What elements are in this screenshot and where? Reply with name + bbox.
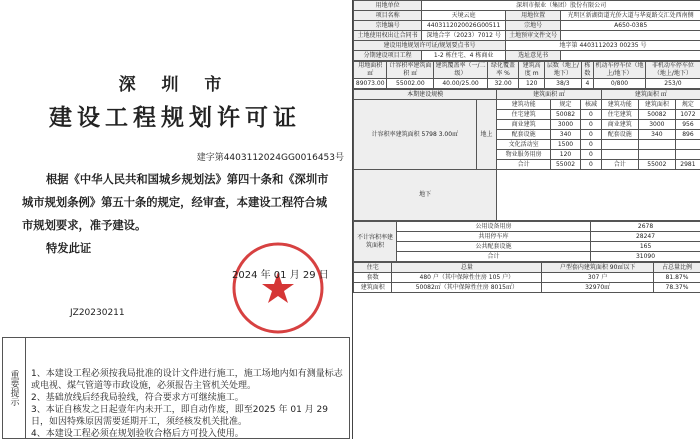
cell-label: 选址意见书 bbox=[506, 51, 561, 61]
table-cell bbox=[638, 150, 675, 160]
table-cell bbox=[675, 140, 700, 150]
cell-value: 1-2 栋住宅、4 栋商业 bbox=[422, 51, 506, 61]
table-cell: 1072 bbox=[675, 110, 700, 120]
cell-value: 光明区新湖街道光侨大道与华夏路交汇处西南侧 bbox=[561, 11, 700, 21]
metric-value: 38/3 bbox=[545, 79, 582, 89]
table-cell: 公共配套设施 bbox=[397, 242, 591, 252]
cell-label: 土地预审文件文号 bbox=[506, 31, 561, 41]
table-cell: 55002 bbox=[638, 160, 675, 170]
table-cell: 住宅建筑 bbox=[497, 110, 551, 120]
table-cell bbox=[497, 170, 700, 221]
table-cell: 文化活动室 bbox=[497, 140, 551, 150]
cell-label: 分期建设项目工程 bbox=[354, 51, 422, 61]
sub-header: 建筑功能 bbox=[497, 100, 551, 110]
table-cell bbox=[675, 150, 700, 160]
cell-value: 天境云庭 bbox=[422, 11, 506, 21]
sub-header: 核减 bbox=[581, 100, 602, 110]
city-name: 深 圳 市 bbox=[0, 70, 350, 95]
table-cell: 3000 bbox=[638, 120, 675, 130]
metric-value: 120 bbox=[519, 79, 545, 89]
table-cell bbox=[601, 140, 638, 150]
summary-header: 总量 bbox=[392, 263, 542, 273]
table-cell: 55002 bbox=[550, 160, 580, 170]
table-cell: 165 bbox=[591, 242, 700, 252]
uncounted-table bbox=[353, 221, 700, 262]
cell-value: 4403112020026G00511 bbox=[422, 21, 506, 31]
table-cell: 78.37% bbox=[654, 283, 700, 293]
metric-value: 89073.00 bbox=[354, 79, 387, 89]
metric-header: 非机动车停车位（地上/地下） bbox=[645, 62, 700, 79]
table-cell: 建筑面积 bbox=[354, 283, 392, 293]
table-cell: 物业服务用房 bbox=[497, 150, 551, 160]
metric-value: 55002.00 bbox=[387, 79, 434, 89]
sub-header: 规定 bbox=[550, 100, 580, 110]
table-cell: 共用停车库 bbox=[397, 232, 591, 242]
table-cell: 商业建筑 bbox=[601, 120, 638, 130]
metric-header: 计容积率建筑面积 ㎡ bbox=[387, 62, 434, 79]
table-cell bbox=[601, 150, 638, 160]
table-cell: 120 bbox=[550, 150, 580, 160]
metric-value: 32.00 bbox=[487, 79, 519, 89]
sub-header: 建筑面积 bbox=[638, 100, 675, 110]
note-item: 3、本证自核发之日起壹年内未开工，即自动作废，即至2025 年 01 月 29 日，如因特殊原因需要延期开工，须经核发机关批准。 bbox=[31, 404, 345, 428]
metric-header: 绿化覆盖率 % bbox=[487, 62, 519, 79]
table-cell: 商业建筑 bbox=[497, 120, 551, 130]
table-cell: 50082 bbox=[638, 110, 675, 120]
cell-label: 建设用地规划许可证/规划要点书号 bbox=[354, 41, 506, 51]
table-cell: 套数 bbox=[354, 273, 392, 283]
table-cell: 2981 bbox=[675, 160, 700, 170]
table-cell: 0 bbox=[581, 150, 602, 160]
cell-label: 宗地号 bbox=[506, 21, 561, 31]
cell-value: 地字第 4403112023 00235 号 bbox=[506, 41, 700, 51]
table-cell: 0 bbox=[581, 160, 602, 170]
note-item: 4、本建设工程必须在规划验收合格后方可投入使用。 bbox=[31, 428, 345, 440]
paragraph-text: 根据《中华人民共和国城乡规划法》第四十条和《深圳市城市规划条例》第五十条的规定，经审查，本建设工程符合城市规划要求，准予建设。 bbox=[22, 172, 328, 232]
cell-value: 深圳市振业（集团）股份有限公司 bbox=[422, 1, 700, 11]
gfa-label: 建筑面积 ㎡ bbox=[601, 90, 700, 100]
certificate-left bbox=[0, 0, 350, 439]
sub-header: 规定 bbox=[675, 100, 700, 110]
metric-header: 建筑覆盖率（一/二级） bbox=[434, 62, 488, 79]
metric-value: 4 bbox=[581, 79, 593, 89]
special-issue-text: 特发此证 bbox=[22, 237, 337, 260]
cell-value bbox=[561, 31, 700, 41]
table-cell: 3000 bbox=[550, 120, 580, 130]
metric-header: 用地面积 ㎡ bbox=[354, 62, 387, 79]
planning-table bbox=[353, 0, 700, 61]
total-label: 计容积率建筑面积 5798 3.00㎡ bbox=[354, 100, 477, 170]
serial-number: JZ20230211 bbox=[70, 308, 125, 318]
cell-label: 项目名称 bbox=[354, 11, 422, 21]
metric-header: 建筑高度 m bbox=[519, 62, 545, 79]
table-cell: 480 户（其中保障性住房 105 户） bbox=[392, 273, 542, 283]
gfa-label: 建筑面积 ㎡ bbox=[497, 90, 601, 100]
table-cell: 307 户 bbox=[542, 273, 654, 283]
metric-value: 253/0 bbox=[645, 79, 700, 89]
table-cell: 0 bbox=[581, 110, 602, 120]
note-item: 1、本建设工程必须按我局批准的设计文件进行施工，施工场地内如有测量标志或电视、煤气管道等市政设施，必须报告主管机关处理。 bbox=[31, 368, 345, 392]
table-cell: 28247 bbox=[591, 232, 700, 242]
cell-value: 深地合字（2023）7012 号 bbox=[422, 31, 506, 41]
table-cell: 0 bbox=[581, 140, 602, 150]
table-cell: 0 bbox=[581, 130, 602, 140]
cell-value: A650-0385 bbox=[561, 21, 700, 31]
table-cell: 32970㎡ bbox=[542, 283, 654, 293]
gfa-title: 本期建设规模 bbox=[354, 90, 497, 100]
cell-label: 土地使用权出让合同书 bbox=[354, 31, 422, 41]
table-cell: 81.87% bbox=[654, 273, 700, 283]
summary-header: 占总量比例 bbox=[654, 263, 700, 273]
table-cell: 2678 bbox=[591, 222, 700, 232]
uncount-label: 不计容积率建筑面积 bbox=[354, 222, 397, 262]
table-cell: 配套设施 bbox=[601, 130, 638, 140]
table-cell: 合计 bbox=[397, 252, 591, 262]
metric-value: 40.00/25.00 bbox=[434, 79, 488, 89]
table-cell: 340 bbox=[550, 130, 580, 140]
table-cell: 50082 bbox=[550, 110, 580, 120]
gfa-table bbox=[353, 89, 700, 221]
table-cell: 配套设施 bbox=[497, 130, 551, 140]
certificate-number: 建字第4403112024GG0016453号 bbox=[197, 150, 344, 163]
notes-label: 重要提示 bbox=[3, 338, 26, 438]
above-label: 地上 bbox=[476, 100, 497, 170]
metric-header: 栋数 bbox=[581, 62, 593, 79]
metrics-table bbox=[353, 61, 700, 89]
table-cell: 合计 bbox=[601, 160, 638, 170]
summary-header: 住宅 bbox=[354, 263, 392, 273]
notes-list bbox=[31, 368, 345, 440]
note-item: 2、基础放线后经我局验线，符合要求方可继续施工。 bbox=[31, 392, 345, 404]
table-cell: 0 bbox=[581, 120, 602, 130]
table-cell: 956 bbox=[675, 120, 700, 130]
cell-label: 用地位置 bbox=[506, 11, 561, 21]
official-seal bbox=[228, 238, 328, 338]
table-cell: 50082㎡（其中保障性住房 8015㎡） bbox=[392, 283, 542, 293]
certificate-right-table bbox=[352, 0, 700, 439]
below-label: 地下 bbox=[354, 170, 497, 221]
issue-date: 2024 年 01 月 29 日 bbox=[232, 266, 329, 281]
cell-label: 用地单位 bbox=[354, 1, 422, 11]
cell-value bbox=[561, 51, 700, 61]
summary-table bbox=[353, 262, 700, 293]
table-cell bbox=[638, 140, 675, 150]
table-cell: 公用设备用房 bbox=[397, 222, 591, 232]
table-cell: 住宅建筑 bbox=[601, 110, 638, 120]
certificate-title: 建设工程规划许可证 bbox=[0, 99, 350, 132]
summary-header: 户型套内建筑面积 90㎡以下 bbox=[542, 263, 654, 273]
table-cell: 1500 bbox=[550, 140, 580, 150]
sub-header: 建筑功能 bbox=[601, 100, 638, 110]
table-cell: 896 bbox=[675, 130, 700, 140]
table-cell: 31090 bbox=[591, 252, 700, 262]
metric-header: 层数（地上/地下） bbox=[545, 62, 582, 79]
table-cell: 340 bbox=[638, 130, 675, 140]
cell-label: 宗地编号 bbox=[354, 21, 422, 31]
table-cell: 合计 bbox=[497, 160, 551, 170]
important-notes bbox=[2, 337, 350, 439]
metric-value: 0/800 bbox=[594, 79, 646, 89]
metric-header: 机动车停车位（地上/地下） bbox=[594, 62, 646, 79]
